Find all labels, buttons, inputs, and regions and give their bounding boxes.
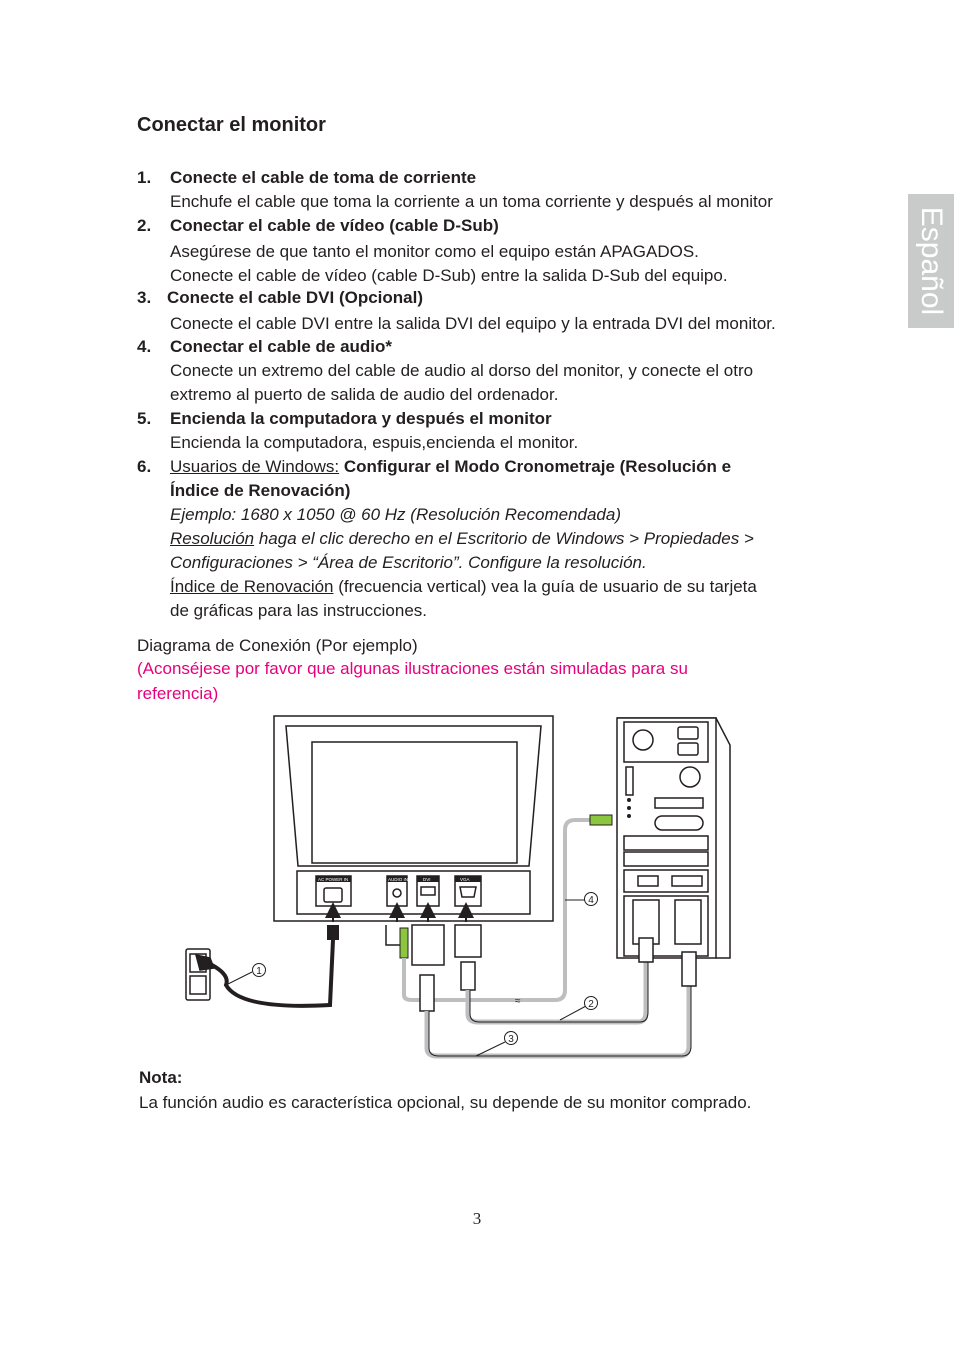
step-6-heading-line2: Índice de Renovación) xyxy=(170,481,351,500)
step-6-number: 6. xyxy=(137,457,152,476)
diagram-warning-1: (Aconséjese por favor que algunas ilustraciones están simuladas para su xyxy=(137,659,688,678)
power-cable xyxy=(212,940,333,1006)
callout-2: 2 xyxy=(588,999,594,1010)
step-2-heading: Conectar el cable de vídeo (cable D-Sub) xyxy=(170,216,499,235)
step-1-text: Enchufe el cable que toma la corriente a un toma corriente y después al monitor xyxy=(170,192,773,211)
step-4-text-1: Conecte un extremo del cable de audio al dorso del monitor, y conecte el otro xyxy=(170,361,754,380)
step-3-number: 3. xyxy=(137,288,152,307)
audio-cable xyxy=(404,820,590,1000)
wall-outlet xyxy=(186,949,214,1000)
port-label-audio: AUDIO IN xyxy=(388,877,409,882)
step-5-text: Encienda la computadora, espuis,encienda el monitor. xyxy=(170,433,579,452)
windows-users-link: Usuarios de Windows: xyxy=(170,457,340,476)
pc-tower xyxy=(617,718,730,958)
step-3-text: Conecte el cable DVI entre la salida DVI del equipo y la entrada DVI del monitor. xyxy=(170,314,776,333)
note-label: Nota: xyxy=(139,1068,183,1087)
step-4-number: 4. xyxy=(137,337,152,356)
monitor-rear xyxy=(274,716,553,921)
step-5-number: 5. xyxy=(137,409,152,428)
note-text: La función audio es característica opcional, su depende de su monitor comprado. xyxy=(139,1093,752,1112)
diagram-caption: Diagrama de Conexión (Por ejemplo) xyxy=(137,636,418,655)
step-1-number: 1. xyxy=(137,168,152,187)
svg-text:≈: ≈ xyxy=(515,996,521,1007)
step-2-text-1: Asegúrese de que tanto el monitor como el equipo están APAGADOS. xyxy=(170,242,699,261)
step-1-heading: Conecte el cable de toma de corriente xyxy=(170,168,477,187)
port-label-dvi: DVI xyxy=(423,877,431,882)
port-label-vga: VGA xyxy=(460,877,470,882)
step-6-example: Ejemplo: 1680 x 1050 @ 60 Hz (Resolución Recomendada) xyxy=(170,505,622,524)
step-6-resolution-line2: Configuraciones > “Área de Escritorio”. Configure la resolución. xyxy=(170,553,647,572)
audio-plug-pc xyxy=(590,815,612,825)
step-6-heading-rest: Configurar el Modo Cronometraje (Resolución e xyxy=(339,457,732,476)
resolution-text: haga el clic derecho en el Escritorio de Windows > Propiedades > xyxy=(254,529,754,548)
port-label-power: AC POWER IN xyxy=(318,877,349,882)
refresh-label: Índice de Renovación xyxy=(170,577,334,596)
refresh-text: (frecuencia vertical) vea la guía de usuario de su tarjeta xyxy=(333,577,757,596)
callout-3: 3 xyxy=(508,1034,514,1045)
step-2-number: 2. xyxy=(137,216,152,235)
callout-4: 4 xyxy=(588,895,594,906)
vga-cable xyxy=(468,960,646,1022)
section-title: Conectar el monitor xyxy=(137,114,326,136)
step-3-heading: Conecte el cable DVI (Opcional) xyxy=(167,288,424,307)
resolution-label: Resolución xyxy=(170,529,255,548)
language-side-tab-label: Español xyxy=(915,206,948,316)
step-2-text-2: Conecte el cable de vídeo (cable D-Sub) entre la salida D-Sub del equipo. xyxy=(170,266,728,285)
step-6-refresh-line2: de gráficas para las instrucciones. xyxy=(170,601,428,620)
audio-plug-monitor xyxy=(400,928,408,958)
diagram-warning-2: referencia) xyxy=(137,684,219,703)
step-5-heading: Encienda la computadora y después el monitor xyxy=(170,409,552,428)
step-4-heading: Conectar el cable de audio* xyxy=(170,337,393,356)
step-4-text-2: extremo al puerto de salida de audio del ordenador. xyxy=(170,385,559,404)
page-number: 3 xyxy=(472,1209,482,1228)
callout-1: 1 xyxy=(256,966,262,977)
